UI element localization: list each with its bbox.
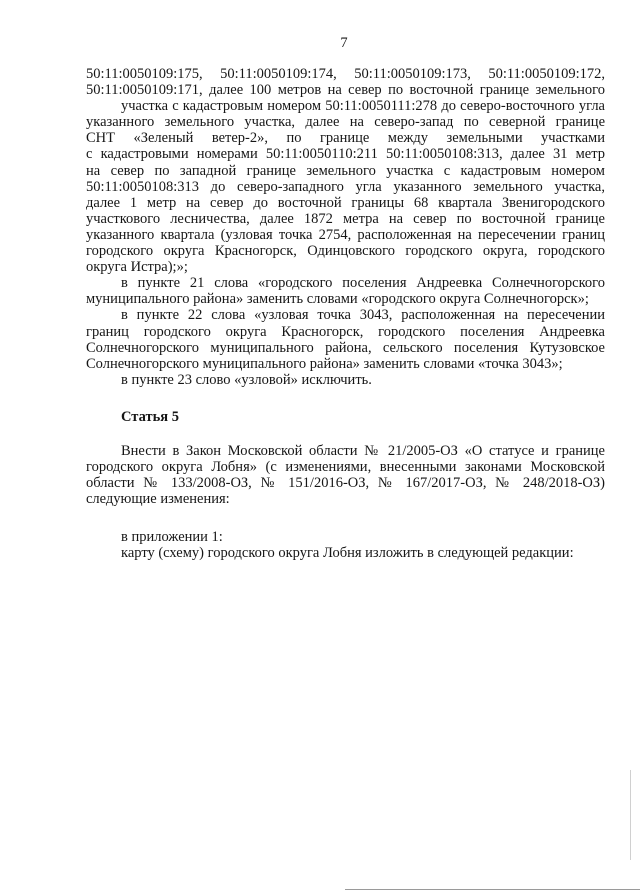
scan-edge-line — [345, 889, 640, 890]
text-line: следующие изменения: — [86, 491, 230, 508]
text-line: границ городского округа Красногорск, городского поселения Андреевка — [86, 323, 605, 340]
page-number: 7 — [340, 35, 348, 51]
paragraph-map-instruction: карту (схему) городского округа Лобня изложить в следующей редакции: — [121, 545, 574, 562]
scan-edge-line — [630, 770, 631, 860]
spacer — [86, 388, 605, 409]
text-line: округа Истра);»; — [86, 259, 188, 276]
text-line: далее 1 метр на север до восточной границы 68 квартала Звенигородского — [86, 194, 605, 211]
paragraph-point-21 — [86, 275, 605, 307]
text-line: участка с кадастровым номером 50:11:0050111:278 до северо-восточного угла — [121, 98, 605, 115]
text-line: Солнечногорского муниципального района, сельского поселения Кутузовское — [86, 339, 605, 356]
text-line: указанного квартала (узловая точка 2754, расположенная на пересечении границ — [86, 226, 605, 243]
text-line: Солнечногорского муниципального района» заменить словами «точка 3043»; — [86, 355, 563, 372]
text-line: СНТ «Зеленый ветер-2», по границе между земельными участками — [86, 130, 605, 147]
text-line: указанного земельного участка, далее на северо-запад по северной границе — [86, 114, 605, 131]
text-line: 50:11:0050109:175, 50:11:0050109:174, 50:11:0050109:173, 50:11:0050109:172, — [86, 66, 605, 82]
text-line: с кадастровыми номерами 50:11:0050110:211 50:11:0050108:313, далее 31 метр — [86, 146, 605, 163]
text-line: 50:11:0050109:171, далее 100 метров на север по восточной границе земельного — [86, 82, 605, 99]
text-line: городского округа Лобня» (с изменениями, внесенными законами Московской — [86, 459, 605, 476]
article-heading: Статья 5 — [121, 408, 179, 425]
text-line: 50:11:0050108:313 до северо-западного угла указанного земельного участка, — [86, 178, 605, 195]
text-line: в пункте 22 слова «узловая точка 3043, расположенная на пересечении — [121, 307, 605, 324]
paragraph-point-22 — [86, 307, 605, 371]
spacer — [86, 425, 605, 443]
paragraph-appendix: в приложении 1: — [121, 529, 223, 546]
text-line: Внести в Закон Московской области № 21/2005-ОЗ «О статусе и границе — [121, 442, 605, 459]
spacer — [86, 507, 605, 529]
paragraph-amendment-intro — [86, 443, 605, 507]
text-line: на север по западной границе земельного участка с кадастровым номером — [86, 162, 605, 179]
paragraph-boundary-description — [86, 66, 605, 275]
text-line: муниципального района» заменить словами «городского округа Солнечногорск»; — [86, 291, 589, 308]
text-line: городского округа Красногорск, Одинцовского городского округа, городского — [86, 243, 605, 260]
paragraph-point-23: в пункте 23 слово «узловой» исключить. — [121, 371, 372, 388]
text-line: в пункте 21 слова «городского поселения Андреевка Солнечногорского — [121, 275, 605, 292]
text-line: области № 133/2008-ОЗ, № 151/2016-ОЗ, № 167/2017-ОЗ, № 248/2018-ОЗ) — [86, 475, 605, 492]
document-body — [86, 66, 605, 562]
text-line: участкового лесничества, далее 1872 метра на север по восточной границе — [86, 210, 605, 227]
